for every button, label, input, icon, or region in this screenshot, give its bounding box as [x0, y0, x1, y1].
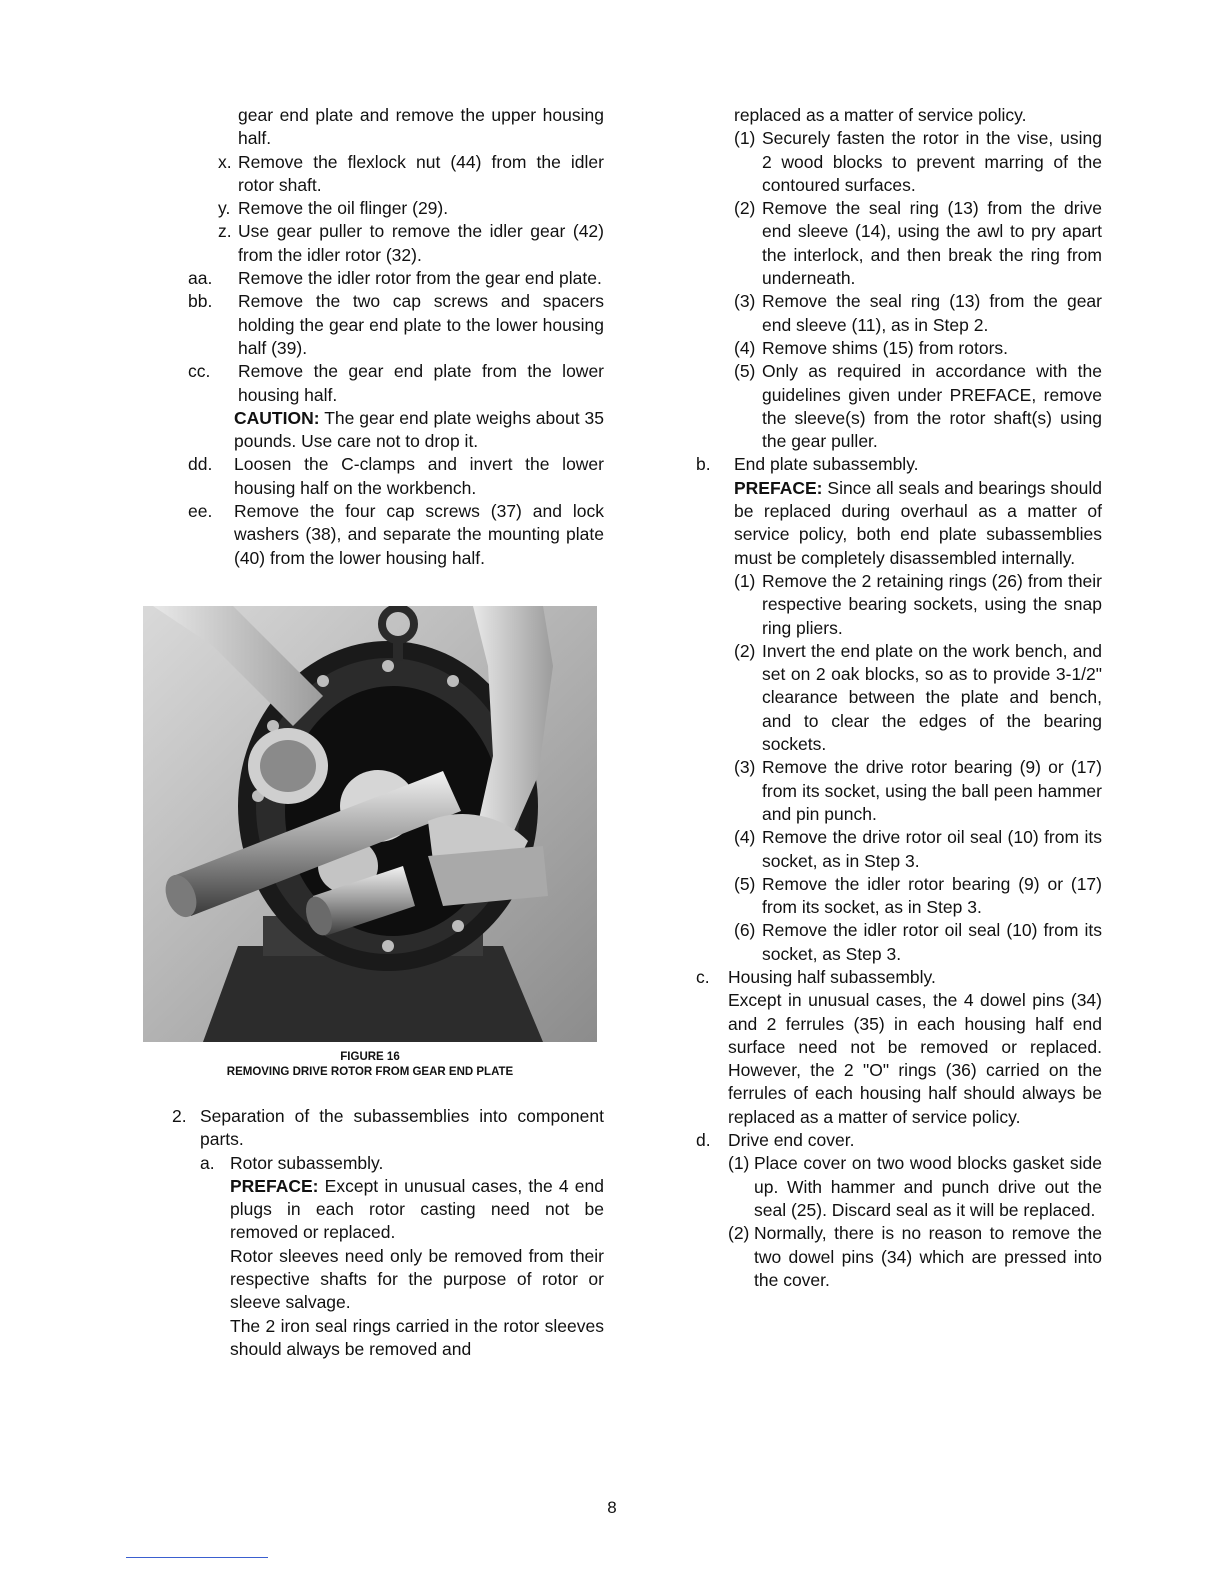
continuation-text: gear end plate and remove the upper housing half.	[238, 105, 604, 149]
step-label: (2)	[734, 640, 756, 661]
b-step-6	[696, 919, 1102, 966]
b-step-2	[696, 640, 1102, 756]
continuation-text: replaced as a matter of service policy.	[734, 105, 1027, 125]
left-column-lower	[172, 1105, 604, 1361]
step-bb	[188, 290, 604, 360]
para-seal-rings: The 2 iron seal rings carried in the rotor sleeves should always be removed and	[230, 1315, 604, 1359]
b-step-3	[696, 756, 1102, 826]
figure-number: FIGURE 16	[340, 1051, 400, 1063]
para-sleeves: Rotor sleeves need only be removed from their respective shafts for the purpose of rotor or sleeve salvage.	[230, 1245, 604, 1313]
step-text: Only as required in accordance with the guidelines given under PREFACE, remove the sleeve(s) from the rotor shaft(s) using the gear puller.	[762, 361, 1102, 452]
sub-text: Housing half subassembly.	[728, 966, 936, 987]
step-z	[188, 220, 604, 267]
section-2	[172, 1105, 604, 1152]
step-label: (4)	[734, 827, 756, 848]
rotor-removal-illustration	[143, 606, 597, 1042]
step-label: (6)	[734, 920, 756, 941]
step-text: Remove the seal ring (13) from the gear end sleeve (11), as in Step 2.	[762, 291, 1102, 335]
step-label: (4)	[734, 337, 756, 358]
step-label: (1)	[728, 1153, 750, 1174]
step-label: (2)	[728, 1223, 750, 1244]
a-step-3	[696, 290, 1102, 337]
page-number: 8	[607, 1498, 617, 1517]
step-label: (5)	[734, 361, 756, 382]
step-text: Remove shims (15) from rotors.	[762, 337, 1009, 358]
step-text: Remove the idler rotor bearing (9) or (17) from its socket, as in Step 3.	[762, 873, 1102, 918]
preface-label: PREFACE:	[734, 477, 823, 498]
sub-label: a.	[200, 1152, 215, 1173]
step-text: Remove the drive rotor oil seal (10) from its socket, as in Step 3.	[762, 827, 1102, 871]
a-step-5	[696, 360, 1102, 453]
step-label: (2)	[734, 198, 756, 219]
step-text: Remove the four cap screws (37) and lock washers (38), and separate the mounting plate (40) from the lower housing half.	[234, 501, 604, 568]
step-aa	[188, 267, 604, 290]
step-label: (1)	[734, 570, 756, 591]
preface-text: Since all seals and bearings should be replaced during overhaul as a matter of service policy, both end plate subassemblies must be completely disassembled internally.	[734, 477, 1102, 568]
figure-title: REMOVING DRIVE ROTOR FROM GEAR END PLATE	[226, 1066, 514, 1078]
step-text: Remove the gear end plate from the lower housing half.	[238, 361, 604, 405]
preface-text: Except in unusual cases, the 4 end plugs in each rotor casting need not be removed or replaced.	[230, 1175, 604, 1243]
b-step-4	[696, 826, 1102, 873]
sub-text: End plate subassembly.	[734, 454, 919, 475]
sub-label: c.	[696, 966, 710, 987]
step-dd	[188, 453, 604, 500]
sub-text: Rotor subassembly.	[230, 1152, 384, 1173]
preface-label: PREFACE:	[230, 1175, 319, 1196]
step-text: Remove the idler rotor from the gear end plate.	[238, 268, 602, 289]
step-x	[188, 151, 604, 198]
step-text: Remove the flexlock nut (44) from the idler rotor shaft.	[238, 151, 604, 195]
step-label: cc.	[188, 361, 211, 382]
sub-label: d.	[696, 1130, 711, 1151]
step-text: Invert the end plate on the work bench, and set on 2 oak blocks, so as to provide 3-1/2" clearance between the plate and bench, and to clear the edges of the bearing sockets.	[762, 640, 1102, 755]
d-step-1	[696, 1152, 1102, 1222]
a-step-4	[696, 337, 1102, 360]
step-label: z.	[218, 221, 232, 242]
figure-16-photo	[143, 606, 597, 1042]
step-label: bb.	[188, 291, 213, 312]
step-label: (1)	[734, 128, 756, 149]
step-label: x.	[218, 151, 232, 172]
step-text: Normally, there is no reason to remove the two dowel pins (34) which are pressed into the cover.	[754, 1223, 1102, 1290]
sub-text: Drive end cover.	[728, 1130, 855, 1151]
a-step-1	[696, 127, 1102, 197]
left-column	[188, 104, 604, 570]
sub-b	[696, 453, 1102, 476]
step-label: (3)	[734, 291, 756, 312]
step-text: Loosen the C-clamps and invert the lower housing half on the workbench.	[234, 454, 604, 498]
a-step-2	[696, 197, 1102, 290]
step-text: Use gear puller to remove the idler gear (42) from the idler rotor (32).	[238, 221, 604, 265]
b-step-1	[696, 570, 1102, 640]
sub-c	[696, 966, 1102, 989]
right-column	[696, 104, 1102, 1292]
sub-d	[696, 1129, 1102, 1152]
caution-label: CAUTION:	[234, 407, 320, 428]
step-text: Remove the seal ring (13) from the drive end sleeve (14), using the awl to pry apart the interlock, and then break the ring from underneath.	[762, 198, 1102, 289]
step-text: Place cover on two wood blocks gasket side up. With hammer and punch drive out the seal (25). Discard seal as it will be replaced.	[754, 1153, 1102, 1220]
section-label: 2.	[172, 1106, 187, 1126]
preface-b	[696, 477, 1102, 570]
sub-a	[172, 1152, 604, 1175]
step-text: Remove the oil flinger (29).	[238, 198, 449, 219]
step-y	[188, 197, 604, 220]
sub-label: b.	[696, 454, 711, 475]
preface-a	[172, 1175, 604, 1245]
step-label: dd.	[188, 454, 213, 475]
step-text: Securely fasten the rotor in the vise, using 2 wood blocks to prevent marring of the contoured surfaces.	[762, 128, 1102, 195]
step-label: ee.	[188, 501, 213, 522]
section-text: Separation of the subassemblies into component parts.	[200, 1106, 604, 1150]
step-text: Remove the drive rotor bearing (9) or (17) from its socket, using the ball peen hammer and pin punch.	[762, 757, 1102, 824]
caution-text: The gear end plate weighs about 35 pounds. Use care not to drop it.	[234, 407, 604, 452]
d-step-2	[696, 1222, 1102, 1292]
step-text: Remove the two cap screws and spacers holding the gear end plate to the lower housing half (39).	[238, 291, 604, 358]
step-label: aa.	[188, 268, 213, 289]
b-step-5	[696, 873, 1102, 920]
footer-rule	[126, 1557, 268, 1558]
step-ee	[188, 500, 604, 570]
step-text: Remove the idler rotor oil seal (10) from its socket, as Step 3.	[762, 920, 1102, 964]
step-label: (3)	[734, 757, 756, 778]
step-label: y.	[218, 198, 231, 219]
step-text: Remove the 2 retaining rings (26) from their respective bearing sockets, using the snap ring pliers.	[762, 570, 1102, 638]
step-cc	[188, 360, 604, 407]
para-housing: Except in unusual cases, the 4 dowel pins (34) and 2 ferrules (35) in each housing half end surface need not be removed or replaced. However, the 2 "O" rings (36) carried on the ferrules of each housing half should always be replaced as a matter of service policy.	[728, 990, 1102, 1127]
step-label: (5)	[734, 873, 756, 894]
caution-note	[188, 407, 604, 454]
